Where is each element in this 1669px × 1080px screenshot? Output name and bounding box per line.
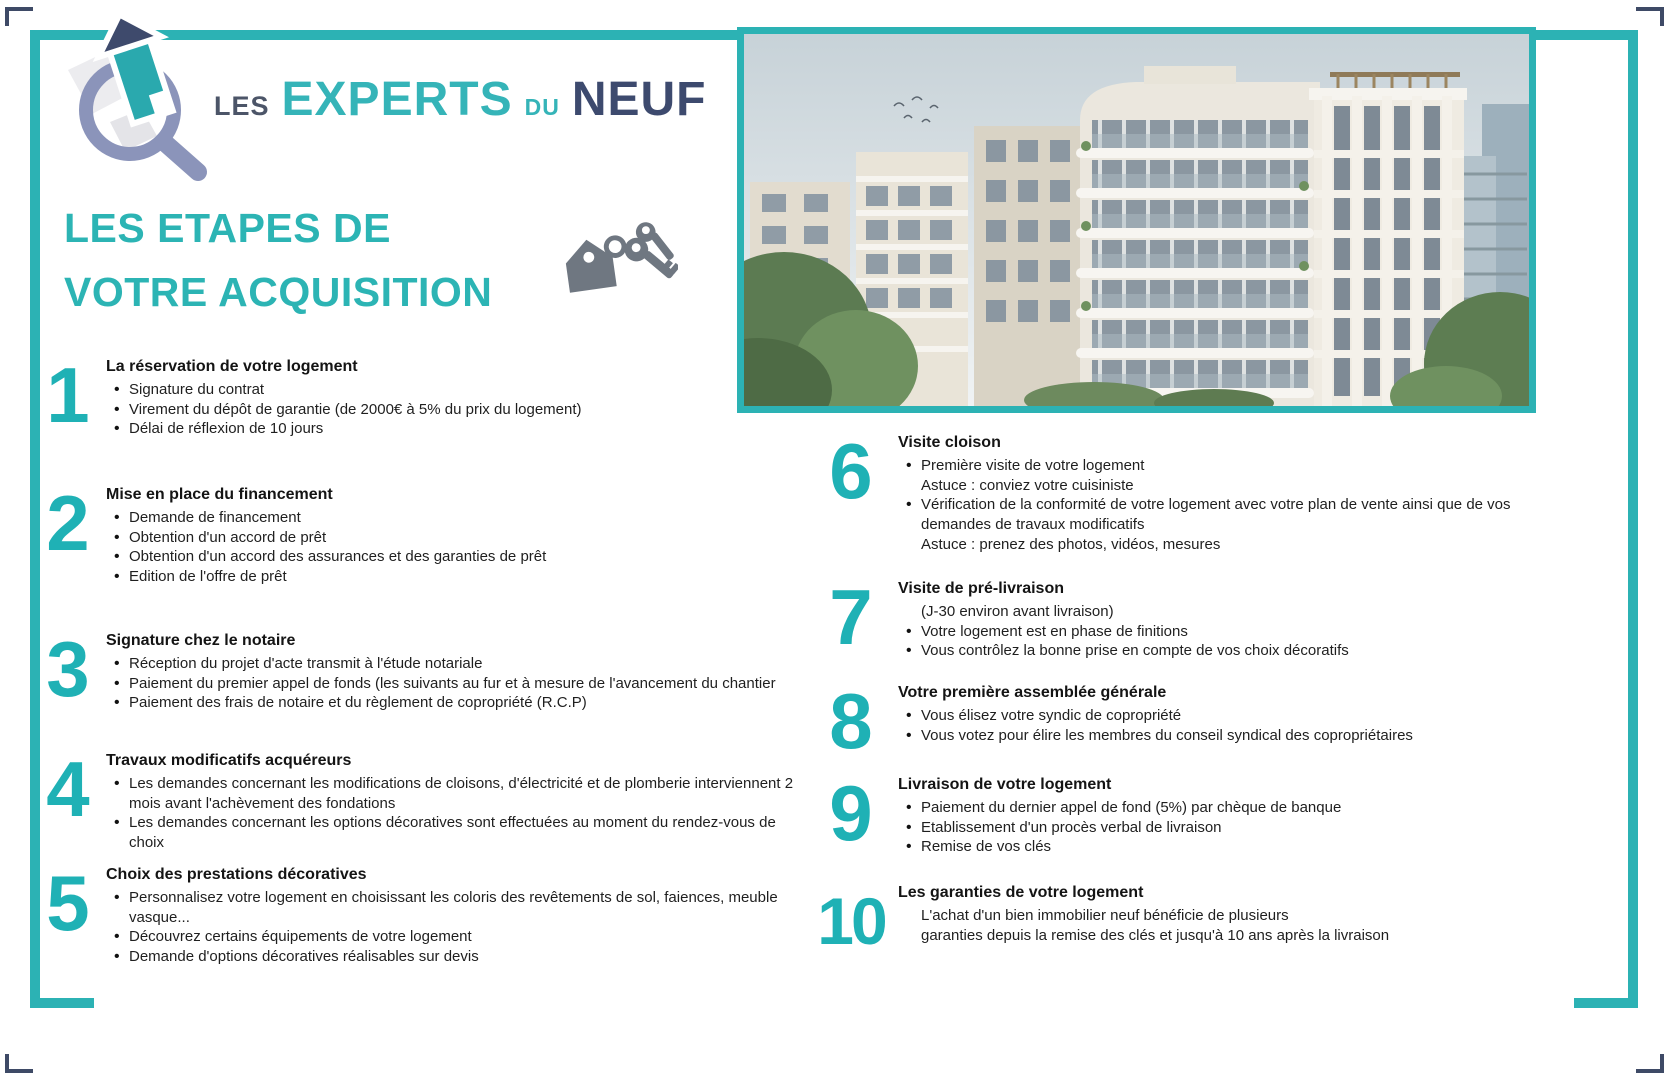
step-10-list [898,906,1526,946]
step-item: • Remise de vos clés [921,837,1526,857]
corner-mark-bottom-right [1636,1054,1664,1073]
step-9-title: Livraison de votre logement [898,776,1112,793]
step-item: • Paiement des frais de notaire et du règlement de copropriété (R.C.P) [129,693,811,713]
step-4-list [106,774,811,853]
step-7-number: 7 [829,573,873,661]
step-3 [40,626,811,713]
step-8 [812,677,1526,765]
step-10-title: Les garanties de votre logement [898,884,1144,901]
step-item: • Paiement du dernier appel de fond (5%) par chèque de banque [921,798,1526,818]
step-item: • Obtention d'un accord des assurances et des garanties de prêt [129,547,811,567]
step-1-title: La réservation de votre logement [106,358,358,375]
step-item: Astuce : prenez des photos, vidéos, mesures [921,535,1221,553]
step-1 [40,352,811,439]
corner-mark-bottom-left [5,1054,33,1073]
step-5-list [106,888,811,967]
step-10-number: 10 [817,884,885,958]
teal-frame-bottom-left [30,998,94,1008]
step-8-list [898,706,1526,746]
step-item: (J-30 environ avant livraison) [921,602,1114,620]
step-2-list [106,508,811,587]
step-6-number: 6 [829,427,873,515]
step-item: L'achat d'un bien immobilier neuf bénéficie de plusieurs [921,906,1289,924]
step-9 [812,770,1526,857]
brand-wordmark [214,72,706,127]
step-3-number: 3 [46,625,90,713]
step-item: • Personnalisez votre logement en choisissant les coloris des revêtements de sol, faiences, meuble vasque... [129,888,811,928]
step-2-number: 2 [46,479,90,567]
step-item: • Votre logement est en phase de finitions [921,622,1526,642]
residence-building-photo [737,27,1536,413]
step-7 [812,574,1526,661]
step-2 [40,480,811,587]
teal-frame-bottom-right [1574,998,1638,1008]
step-item: • Edition de l'offre de prêt [129,567,811,587]
step-item: • Découvrez certains équipements de votre logement [129,927,811,947]
step-item: • Paiement du premier appel de fonds (les suivants au fur et à mesure de l'avancement du chantier [129,674,811,694]
page-title-line2: VOTRE ACQUISITION [64,269,493,316]
step-item: • Vous contrôlez la bonne prise en compte de vos choix décoratifs [921,641,1526,661]
step-6-list [898,456,1526,555]
step-item: • Vérification de la conformité de votre logement avec votre plan de vente ainsi que de vos demandes de travaux modificatifs [921,495,1526,535]
step-7-list [898,602,1526,661]
corner-mark-top-left [5,7,33,26]
step-3-title: Signature chez le notaire [106,632,296,649]
brand-word-du: DU [524,94,560,120]
step-item: • Vous élisez votre syndic de copropriété [921,706,1526,726]
step-item: • Réception du projet d'acte transmit à l'étude notariale [129,654,811,674]
step-item: • Première visite de votre logement [921,456,1526,476]
step-1-number: 1 [46,351,90,439]
step-item: garanties depuis la remise des clés et jusqu'à 10 ans après la livraison [921,926,1390,944]
step-5 [40,860,811,967]
step-6 [812,428,1526,555]
step-item: • Etablissement d'un procès verbal de livraison [921,818,1526,838]
step-5-title: Choix des prestations décoratives [106,866,367,883]
step-1-list [106,380,811,439]
step-6-title: Visite cloison [898,434,1001,451]
step-5-number: 5 [46,859,90,947]
step-9-list [898,798,1526,857]
step-7-title: Visite de pré-livraison [898,580,1064,597]
step-4-number: 4 [46,745,90,833]
step-item: • Les demandes concernant les options décoratives sont effectuées au moment du rendez-vous de choix [129,813,811,853]
step-item: • Délai de réflexion de 10 jours [129,419,811,439]
step-3-list [106,654,811,713]
step-item: • Virement du dépôt de garantie (de 2000€ à 5% du prix du logement) [129,400,811,420]
step-item: • Demande de financement [129,508,811,528]
page-title-line1: LES ETAPES DE [64,205,391,251]
house-keys-icon [560,220,678,300]
brand-word-neuf: NEUF [571,73,707,126]
step-10 [812,878,1526,958]
step-item: • Obtention d'un accord de prêt [129,528,811,548]
step-item: • Demande d'options décoratives réalisables sur devis [129,947,811,967]
brand-word-les: LES [214,91,270,121]
step-8-title: Votre première assemblée générale [898,684,1167,701]
step-2-title: Mise en place du financement [106,486,333,503]
step-item: • Les demandes concernant les modifications de cloisons, d'électricité et de plomberie interviennent 2 mois avant l'achèvement des fondations [129,774,811,814]
step-item: • Signature du contrat [129,380,811,400]
page-title [64,196,492,325]
step-8-number: 8 [829,677,873,765]
step-4 [40,746,811,853]
step-4-title: Travaux modificatifs acquéreurs [106,752,352,769]
building-illustration [744,34,1529,406]
corner-mark-top-right [1636,7,1664,26]
brand-word-experts: EXPERTS [281,73,513,126]
step-9-number: 9 [829,769,873,857]
step-item: • Vous votez pour élire les membres du conseil syndical des copropriétaires [921,726,1526,746]
step-item: Astuce : conviez votre cuisiniste [921,476,1134,494]
